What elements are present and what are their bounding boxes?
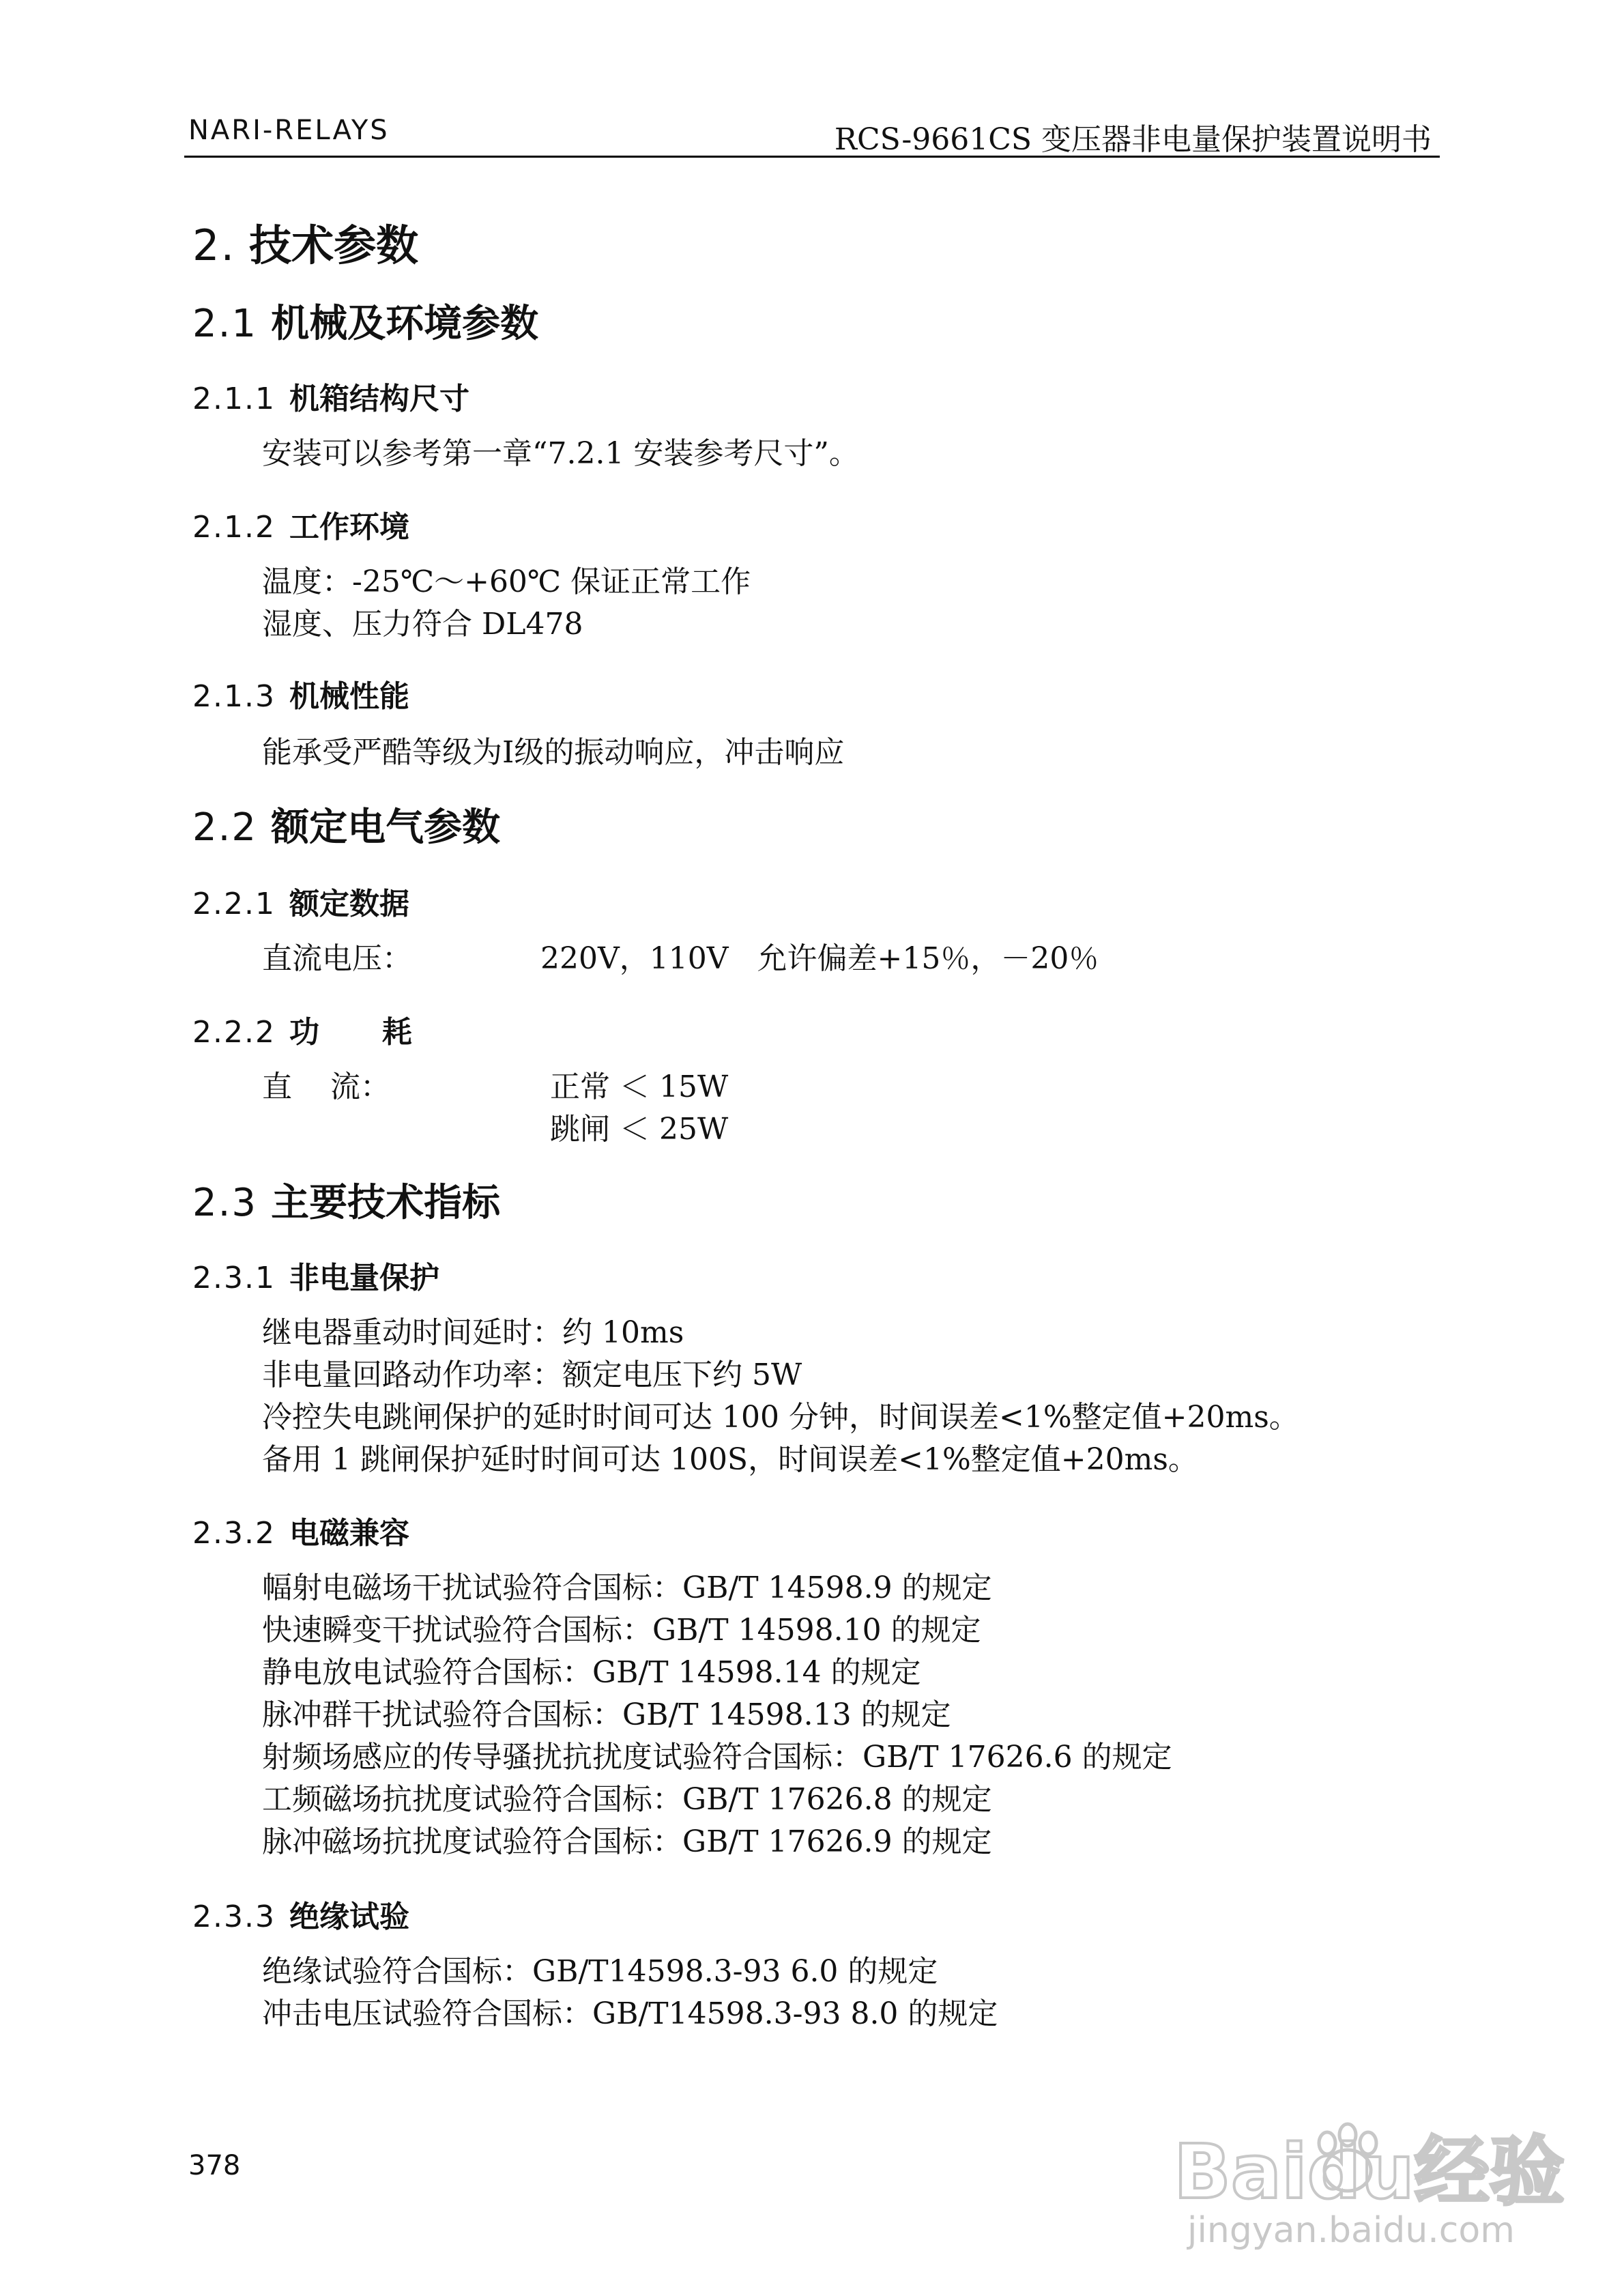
- paragraph-line: 工频磁场抗扰度试验符合国标：GB/T 17626.8 的规定: [262, 1782, 992, 1817]
- paragraph-line: 继电器重动时间延时：约 10ms: [262, 1315, 684, 1350]
- paragraph-line: 幅射电磁场干扰试验符合国标：GB/T 14598.9 的规定: [262, 1570, 992, 1605]
- section-2-1-2-heading: 2.1.2 工作环境: [192, 510, 409, 545]
- section-2-2-1-heading: 2.2.1 额定数据: [192, 887, 409, 921]
- paragraph-line: 快速瞬变干扰试验符合国标：GB/T 14598.10 的规定: [262, 1613, 981, 1648]
- paragraph-line: 温度：-25℃～+60℃ 保证正常工作: [262, 564, 751, 599]
- watermark-url: jingyan.baidu.com: [1187, 2210, 1515, 2251]
- paragraph-line: 安装可以参考第一章“7.2.1 安装参考尺寸”。: [262, 436, 859, 471]
- section-2-1-3-heading: 2.1.3 机械性能: [192, 679, 409, 714]
- paragraph-line: 能承受严酷等级为Ⅰ级的振动响应，冲击响应: [262, 735, 845, 770]
- baidu-watermark: [1160, 2102, 1565, 2252]
- section-2-2-2-heading: 2.2.2 功 耗: [192, 1015, 412, 1050]
- paragraph-line: 脉冲磁场抗扰度试验符合国标：GB/T 17626.9 的规定: [262, 1824, 992, 1859]
- section-2-3-2-heading: 2.3.2 电磁兼容: [192, 1516, 409, 1551]
- section-2-1-heading: 2.1 机械及环境参数: [192, 302, 539, 346]
- power-trip-value: 跳闸 ＜ 25W: [550, 1112, 729, 1147]
- section-2-1-1-heading: 2.1.1 机箱结构尺寸: [192, 382, 469, 416]
- section-2-3-1-heading: 2.3.1 非电量保护: [192, 1261, 439, 1295]
- paragraph-line: 绝缘试验符合国标：GB/T14598.3-93 6.0 的规定: [262, 1954, 938, 1989]
- paragraph-line: 静电放电试验符合国标：GB/T 14598.14 的规定: [262, 1655, 921, 1690]
- dc-voltage-label: 直流电压：: [262, 941, 412, 976]
- header-brand: NARI-RELAYS: [188, 115, 390, 146]
- paragraph-line: 备用 1 跳闸保护延时时间可达 100S，时间误差<1%整定值+20ms。: [262, 1442, 1198, 1477]
- header-doc-title: RCS-9661CS 变压器非电量保护装置说明书: [834, 122, 1432, 157]
- chapter-heading: [192, 212, 418, 272]
- paragraph-line: 射频场感应的传导骚扰抗扰度试验符合国标：GB/T 17626.6 的规定: [262, 1740, 1172, 1775]
- paragraph-line: 脉冲群干扰试验符合国标：GB/T 14598.13 的规定: [262, 1697, 951, 1732]
- section-2-2-heading: 2.2 额定电气参数: [192, 805, 501, 850]
- paragraph-line: 冷控失电跳闸保护的延时时间可达 100 分钟，时间误差<1%整定值+20ms。: [262, 1400, 1299, 1435]
- section-2-3-heading: 2.3 主要技术指标: [192, 1181, 501, 1225]
- paragraph-line: 非电量回路动作功率：额定电压下约 5W: [262, 1358, 802, 1392]
- chapter-number: 2.: [192, 220, 236, 270]
- header-rule: [184, 156, 1440, 158]
- page-number: 378: [188, 2150, 241, 2181]
- dc-voltage-value: 220V，110V 允许偏差+15％，－20％: [540, 941, 1099, 976]
- section-2-3-3-heading: 2.3.3 绝缘试验: [192, 1899, 409, 1934]
- paragraph-line: 冲击电压试验符合国标：GB/T14598.3-93 8.0 的规定: [262, 1996, 998, 2031]
- power-dc-label: 直 流：: [262, 1070, 390, 1104]
- power-normal-value: 正常 ＜ 15W: [550, 1070, 729, 1104]
- paragraph-line: 湿度、压力符合 DL478: [262, 607, 583, 642]
- chapter-title: 技术参数: [249, 220, 419, 270]
- watermark-brand: Baidu经验: [1174, 2128, 1565, 2215]
